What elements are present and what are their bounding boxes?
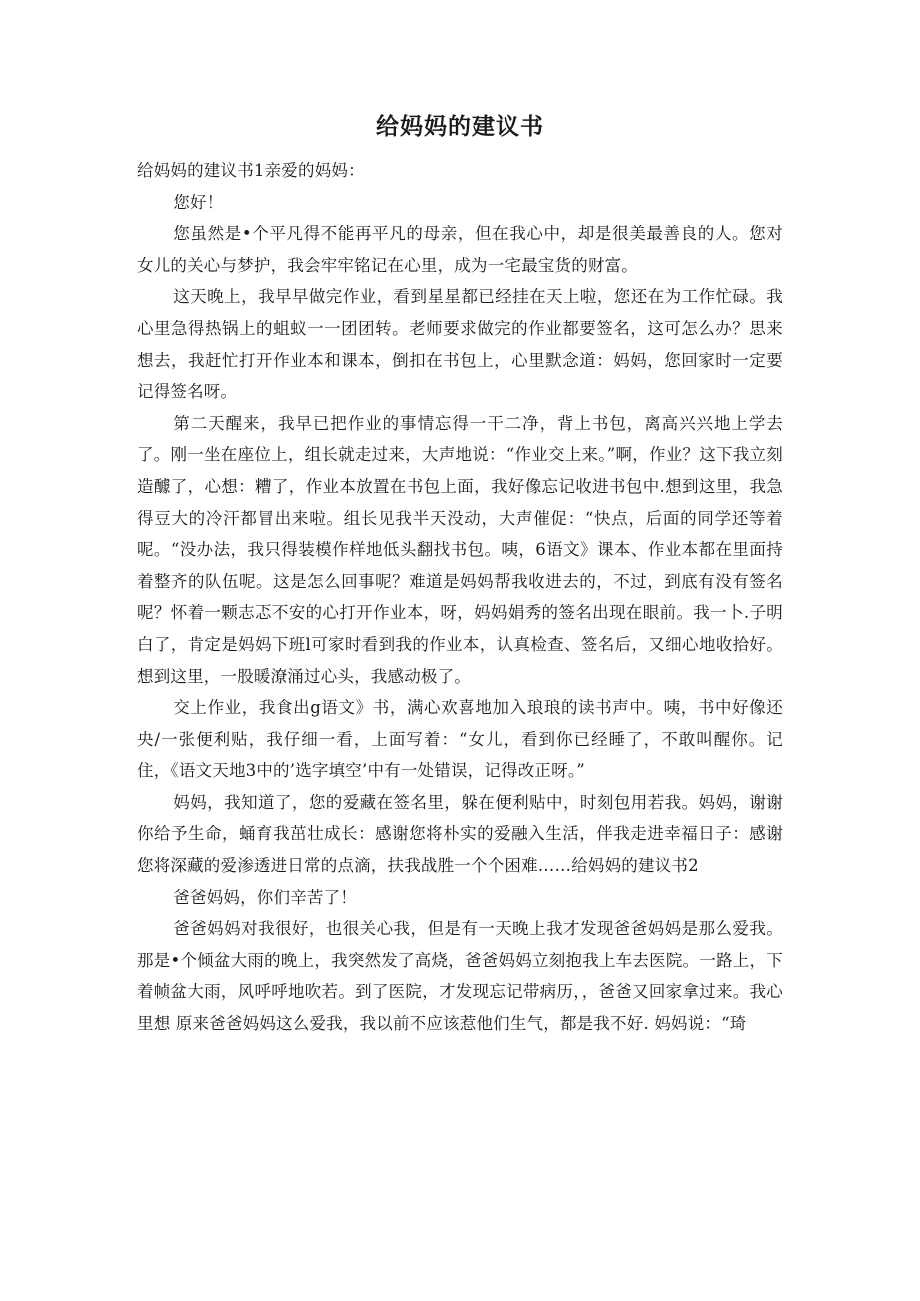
document-title: 给妈妈的建议书 [376, 114, 544, 140]
paragraph: 这天晚上，我早早做完作业，看到星星都已经挂在天上啦，您还在为工作忙碌。我心里急得热锅上的蛆蚁一一团团转。老师要求做完的作业都要签名，这可怎么办？思来想去，我赶忙打开作业本和课本，倒扣在书包上，心里默念道：妈妈，您回家时一定要记得签名呀。 [137, 287, 783, 402]
paragraph: 交上作业，我食出g语文》书，满心欢喜地加入琅琅的读书声中。咦，书中好像还央/一张便利贴，我仔细一看，上面写着：“女儿，看到你已经睡了，不敢叫醒你。记住，《语文天地3中的’选字填空’中有一处错误，记得改正呀。” [137, 698, 783, 781]
paragraph: 第二天醒来，我早已把作业的事情忘得一干二净，背上书包，离高兴兴地上学去了。刚一坐在座位上，组长就走过来，大声地说：“作业交上来。”啊，作业？这下我立刻造醵了，心想：糟了，作业本放置在书包上面，我好像忘记收进书包中.想到这里，我急得豆大的冷汗都冒出来啦。组长见我半天没动，大声催促：“快点，后面的同学还等着呢。“没办法，我只得装模作样地低头翻找书包。咦，6语文》课本、作业本都在里面持着整齐的队伍呢。这是怎么回事呢？难道是妈妈帮我收进去的，不过，到底有没有签名呢？怀着一颗志忑不安的心打开作业本，呀，妈妈娟秀的签名出现在眼前。我一卜.子明白了，肯定是妈妈下班l可家时看到我的作业本，认真检查、签名后，又细心地收拾好。想到这里，一股暖潦涌过心头，我感动极了。 [137, 413, 783, 686]
paragraph-greeting: 您好！ [173, 192, 224, 212]
paragraph: 妈妈，我知道了，您的爱藏在签名里，躲在便利贴中，时刻包用若我。妈妈，谢谢你给予生命，蛹育我茁壮成长：感谢您将朴实的爱融入生活，伴我走进幸福日子：感谢您将深藏的爱渗透进日常的点滴，扶我战胜一个个困难……给妈妈的建议书2 [137, 792, 783, 876]
paragraph: 爸爸妈妈对我很好，也很关心我，但是有一天晚上我才发现爸爸妈妈是那么爱我。那是•个倾盆大雨的晚上，我突然发了高烧，爸爸妈妈立刻抱我上车去医院。一路上，下着帧盆大雨，风呼呼地吹若。到了医院，才发现忘记带病历，，爸爸又回家拿过来。我心里想 原来爸爸妈妈这么爱我，我以前不应该惹他们生气，都是我不好. 妈妈说：“琦 [137, 919, 783, 1034]
paragraph: 爸爸妈妈，你们辛苦了！ [173, 887, 357, 907]
paragraph-salutation: 给妈妈的建议书1亲爱的妈妈： [137, 161, 365, 180]
document-body [137, 155, 783, 1040]
paragraph: 您虽然是•个平凡得不能再平凡的母亲，但在我心中，却是很美最善良的人。您对女儿的关心与梦护，我会牢牢铭记在心里，成为一宅最宝货的财富。 [137, 224, 783, 275]
